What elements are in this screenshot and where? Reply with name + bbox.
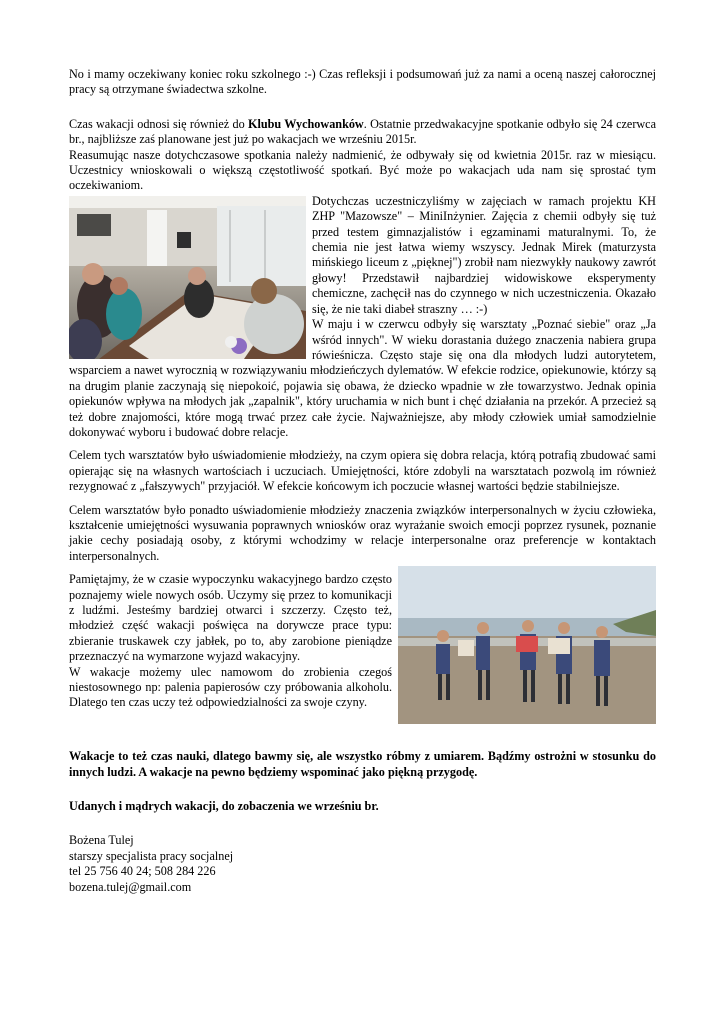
document-content <box>69 67 656 895</box>
meeting-photo <box>69 196 306 359</box>
caution-paragraph: W wakacje możemy ulec namowom do zrobienia czegoś niestosownego np: palenia papierosów czy próbowania alkoholu. Dlatego ten czas uczy też odpowiedzialności za swoje czyny. <box>69 664 392 710</box>
workshop-goal-extra-paragraph: Celem warsztatów było ponadto uświadomienie młodzieży znaczenia związków interpersonalnych w życiu człowieka, kształcenie umiejętności wysuwania poprawnych wniosków oraz wyrażanie swoich emocji poprzez rysunek, poznanie jakie cechy posiadają osoby, z którymi wchodzimy w relacje interpersonalne oraz preferencje w kontaktach interpersonalnych. <box>69 502 656 563</box>
club-text-after: . Ostatnie przedwakacyjne spotkanie odbyło się 24 czerwca br., najbliższe zaś planowane jest już po wakacjach we wrześniu 2015r. <box>69 116 657 147</box>
club-paragraph <box>69 117 656 148</box>
closing-bold-paragraph: Wakacje to też czas nauki, dlatego bawmy się, ale wszystko róbmy z umiarem. Bądźmy ostrożni w stosunku do innych ludzi. A wakacje na pewno będziemy wspominać jako piękną przygodę. <box>69 749 656 779</box>
signature-email: bozena.tulej@gmail.com <box>69 879 192 894</box>
workshops-paragraph: W maju i w czerwcu odbyły się warsztaty „Poznać siebie" oraz „Ja wśród innych". W wieku dorastania dużego znaczenia nabiera grupa rówieśnicza. Często staje się ona dla młodych ludzi autorytetem, wsparciem a nawet wyrocznią w rozwiązywaniu młodzieńczych dylematów. W efekcie rodzice, opiekunowie, którzy są na drugim planie zaczynają się niepokoić, pojawia się obawa, że dziecko wpadnie w złe towarzystwo. Jednak opinia opiekunów wpływa na młodych jak „zapalnik", który uruchamia w nich bunt i chęć działania na przekór. A przecież są też dobre znajomości, które mogą trwać przez całe życie. Najważniejsze, aby młody człowiek umiał samodzielnie dokonywać wyboru i budować dobre relacje. <box>69 317 656 439</box>
summer-paragraph: Pamiętajmy, że w czasie wypoczynku wakacyjnego bardzo często poznajemy wiele nowych osób. Uczymy się przez to komunikacji z ludźmi. Jesteśmy bardziej otwarci i szczerzy. Często też, młodzież część wakacji poświęca na dorywcze prace typu: zbieranie truskawek czy jabłek, po to, aby zarobione pieniądze przeznaczyć na wymarzone wyjazd wakacyjny. <box>69 572 392 664</box>
signature-phone: tel 25 756 40 24; 508 284 226 <box>69 864 216 879</box>
intro-paragraph: No i mamy oczekiwany koniec roku szkolnego :-) Czas refleksji i podsumowań już za nami a oceną naszej całorocznej pracy są otrzymane świadectwa szkolne. <box>69 67 656 97</box>
workshop-goal-paragraph: Celem tych warsztatów było uświadomienie młodzieży, na czym opiera się dobra relacja, którą potrafią zbudować sami opierając się na własnych wartościach i uczuciach. Umiejętności, które zdobyli na warsztatach pozwolą im również rezygnować z „fałszywych" przyjaciół. W efekcie końcowym ich poczucie własnej wartości będzie stabilniejsze. <box>69 448 656 494</box>
farewell-line: Udanych i mądrych wakacji, do zobaczenia we wrześniu br. <box>69 799 379 813</box>
club-name: Klubu Wychowanków <box>247 116 364 131</box>
signature-role: starszy specjalista pracy socjalnej <box>69 848 234 863</box>
summary-paragraph: Reasumując nasze dotychczasowe spotkania należy nadmienić, że odbywały się od kwietnia 2015r. raz w miesiącu. Uczestnicy wnioskowali o większą częstotliwość spotkań. Być może po wakacjach uda nam się sprostać tym oczekiwaniom. <box>69 147 656 193</box>
signature-block <box>69 833 656 895</box>
beach-photo <box>398 566 656 724</box>
club-text-before: Czas wakacji odnosi się również do <box>69 116 248 131</box>
chemistry-paragraph: Dotychczas uczestniczyliśmy w zajęciach w ramach projektu KH ZHP "Mazowsze" – MiniInżynier. Zajęcia z chemii odbyły się tuż przed testem gimnazjalistów i egzaminami maturalnymi. To, że chemia nie jest łatwa wiemy wszyscy. Jednak Mirek (maturzysta mińskiego liceum z „pięknej") zrobił nam niezwykły naukowy zawrót głowy! Przedstawił najbardziej widowiskowe eksperymenty chemiczne, zachęcił nas do czynnego w nich uczestniczenia. Okazało się, że nie taki diabeł straszny … :-) <box>312 193 656 316</box>
signature-name: Bożena Tulej <box>69 833 134 848</box>
